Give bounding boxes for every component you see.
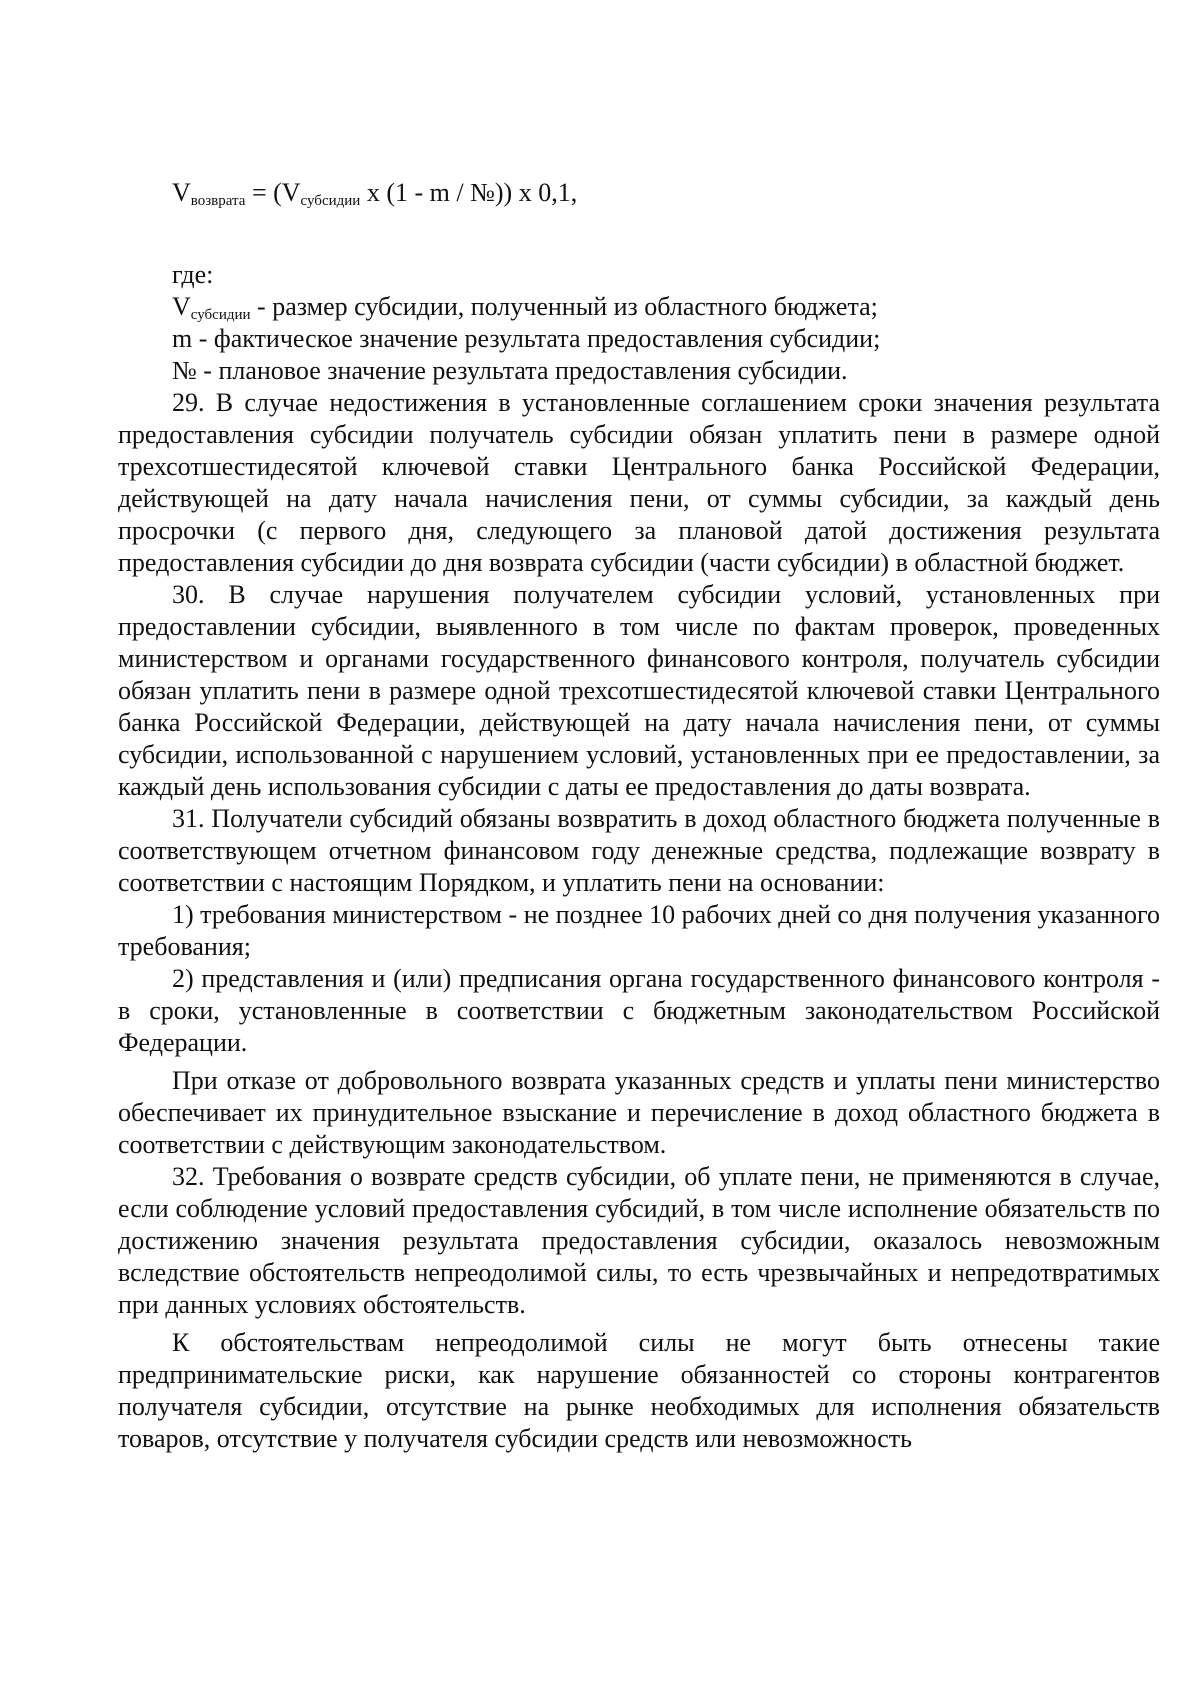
definition-v-text: - размер субсидии, полученный из областного бюджета;	[250, 292, 878, 321]
document-body	[118, 177, 1160, 1455]
definition-m: m - фактическое значение результата предоставления субсидии;	[172, 324, 881, 353]
formula-subsidy-subscript: субсидии	[300, 193, 361, 209]
where-label: где:	[172, 260, 214, 289]
formula-return-subscript: возврата	[190, 193, 246, 209]
definition-v-symbol: V	[172, 292, 191, 321]
definition-v	[118, 291, 1160, 323]
paragraph-32-force-majeure: К обстоятельствам непреодолимой силы не могут быть отнесены такие предпринимательские риски, как нарушение обязанностей со стороны контрагентов получателя субсидии, отсутствие на рынке необходимых для исполнения обязательств товаров, отсутствие у получателя субсидии средств или невозможность	[118, 1328, 1160, 1453]
paragraph-31: 31. Получатели субсидий обязаны возвратить в доход областного бюджета полученные в соответствующем отчетном финансовом году денежные средства, подлежащие возврату в соответствии с настоящим Порядком, и уплатить пени на основании:	[118, 804, 1160, 897]
paragraph-32: 32. Требования о возврате средств субсидии, об уплате пени, не применяются в случае, если соблюдение условий предоставления субсидий, в том числе исполнение обязательств по достижению значения результата предоставления субсидии, оказалось невозможным вследствие обстоятельств непреодолимой силы, то есть чрезвычайных и непредотвратимых при данных условиях обстоятельств.	[118, 1162, 1160, 1319]
paragraph-29: 29. В случае недостижения в установленные соглашением сроки значения результата предоставления субсидии получатель субсидии обязан уплатить пени в размере одной трехсотшестидесятой ключевой ставки Центрального банка Российской Федерации, действующей на дату начала начисления пени, от суммы субсидии, за каждый день просрочки (с первого дня, следующего за плановой датой достижения результата предоставления субсидии до дня возврата субсидии (части субсидии) в областной бюджет.	[118, 388, 1160, 577]
paragraph-30: 30. В случае нарушения получателем субсидии условий, установленных при предоставлении субсидии, выявленного в том числе по фактам проверок, проведенных министерством и органами государственного финансового контроля, получатель субсидии обязан уплатить пени в размере одной трехсотшестидесятой ключевой ставки Центрального банка Российской Федерации, действующей на дату начала начисления пени, от суммы субсидии, использованной с нарушением условий, установленных при ее предоставлении, за каждый день использования субсидии с даты ее предоставления до даты возврата.	[118, 580, 1160, 801]
formula-rest: x (1 - m / №)) x 0,1,	[360, 178, 578, 207]
formula-v: V	[172, 178, 191, 207]
return-formula	[118, 177, 1160, 209]
definition-v-subscript: субсидии	[190, 307, 251, 323]
formula-eq: = (V	[245, 178, 301, 207]
paragraph-31-item-2: 2) представления и (или) предписания органа государственного финансового контроля - в сроки, установленные в соответствии с бюджетным законодательством Российской Федерации.	[118, 964, 1160, 1057]
paragraph-31-refusal: При отказе от добровольного возврата указанных средств и уплаты пени министерство обеспечивает их принудительное взыскание и перечисление в доход областного бюджета в соответствии с действующим законодательством.	[118, 1066, 1160, 1159]
definition-n: № - плановое значение результата предоставления субсидии.	[172, 356, 848, 385]
paragraph-31-item-1: 1) требования министерством - не позднее 10 рабочих дней со дня получения указанного требования;	[118, 900, 1160, 961]
